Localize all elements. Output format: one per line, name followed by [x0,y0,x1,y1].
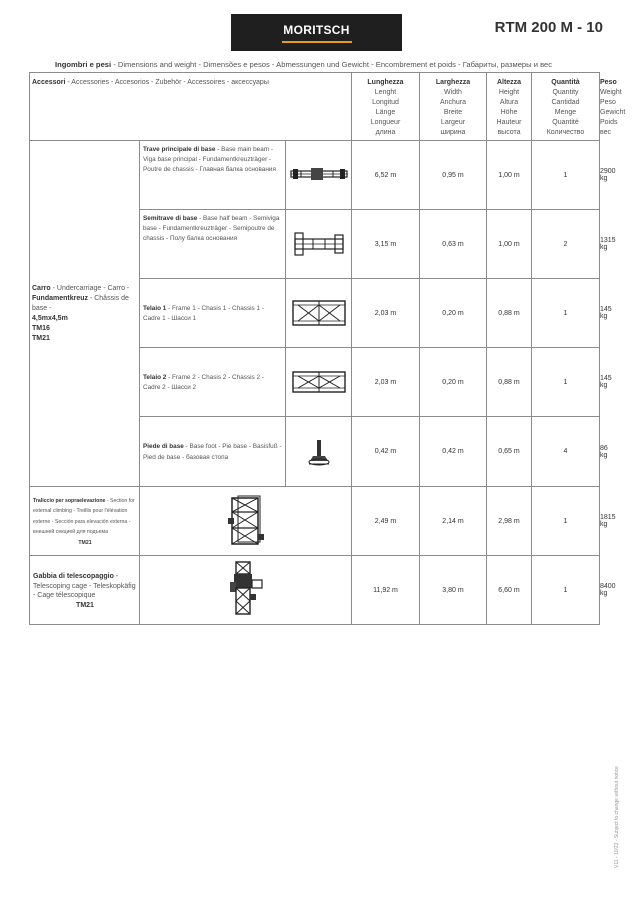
table-row: Traliccio per sopraelevazione - Section for external climbing - Treillis pour l'élévation externe - Sección para elevación externa - внешней секцией для подъема TM21 2,49 m 2,14 m 2,98 m 1 1815 kg [30,487,600,556]
height-cell: 1,00 m [487,210,532,279]
length-cell: 2,03 m [352,279,420,348]
height-cell: 1,00 m [487,141,532,210]
row-description: Trave principale di base - Base main beam - Viga base principal - Fundamentkreuzträger - Poutre de chassis - Главная балка основания [140,141,286,210]
table-header-row: Accessori - Accessories - Accesorios - Zubehör - Accessoires - аксессуары Lunghezza Lenght Longitud Länge Longueur длина Larghezza Width Anchura Breite Largeur ширина Altezza Height Altura Höhe Hauteur высота Quantità Quantity Cantidad Menge Quantité Количество Peso Weight Peso Gewicht Poids вес [30,73,600,141]
quantity-cell: 4 [532,417,600,487]
table-row: Telaio 2 - Frame 2 - Chasis 2 - Chassis 2 - Cadre 2 - Шасси 2 2,03 m 0,20 m 0,88 m 1 145 kg [30,348,600,417]
quantity-cell: 1 [532,279,600,348]
model-title: RTM 200 M - 10 [494,19,603,36]
side-note: V11 - 10/22 - Subject to change without notice [614,766,620,868]
width-cell: 0,95 m [420,141,487,210]
table-row: Gabbia di telescopaggio - Telescoping cage - Teleskopkäfig - Cage télescopique TM21 11,92 m 3,80 m 6,60 m 1 8400 kg [30,556,600,625]
width-cell: 2,14 m [420,487,487,556]
length-cell: 6,52 m [352,141,420,210]
length-header: Lunghezza Lenght Longitud Länge Longueur длина [352,73,420,141]
climbing-section-icon [140,487,352,556]
half-beam-icon [286,210,352,279]
row-description: Telaio 1 - Frame 1 - Chasis 1 - Chassis 1 - Cadre 1 - Шасси 1 [140,279,286,348]
row-description: Telaio 2 - Frame 2 - Chasis 2 - Chassis 2 - Cadre 2 - Шасси 2 [140,348,286,417]
width-header: Larghezza Width Anchura Breite Largeur ширина [420,73,487,141]
dimensions-table [29,72,626,625]
length-cell: 3,15 m [352,210,420,279]
width-cell: 3,80 m [420,556,487,625]
height-cell: 6,60 m [487,556,532,625]
height-cell: 0,65 m [487,417,532,487]
accessories-header: Accessori - Accessories - Accesorios - Zubehör - Accessoires - аксессуары [30,73,352,141]
quantity-cell: 1 [532,487,600,556]
quantity-cell: 1 [532,556,600,625]
row-description: Semitrave di base - Base half beam - Semiviga base - Fundamentkreuzträger - Semipoutre de chassis - Полу балка основания [140,210,286,279]
length-cell: 11,92 m [352,556,420,625]
width-cell: 0,42 m [420,417,487,487]
logo-accent-line [282,41,352,43]
height-header: Altezza Height Altura Höhe Hauteur высота [487,73,532,141]
frame-2-icon [286,348,352,417]
table-row: Carro - Undercarriage - Carro - Fundamentkreuz - Châssis de base - 4,5mx4,5m TM16 TM21 Trave principale di base - Base main beam - Viga base principal - Fundamentkreuzträger - Poutre de chassis - Главная балка основания 6,52 m 0,95 m 1,00 m 1 2900 kg [30,141,600,210]
logo-text: MORITSCH [283,22,350,37]
row-description: Piede di base - Base foot - Pie base - Basisfuß - Pied de base - базовая стопа [140,417,286,487]
length-cell: 2,49 m [352,487,420,556]
frame-1-icon [286,279,352,348]
height-cell: 0,88 m [487,348,532,417]
quantity-cell: 2 [532,210,600,279]
main-beam-icon [286,141,352,210]
telescoping-cage-label: Gabbia di telescopaggio - Telescoping cage - Teleskopkäfig - Cage télescopique TM21 [30,556,140,625]
width-cell: 0,63 m [420,210,487,279]
carro-group-label: Carro - Undercarriage - Carro - Fundamentkreuz - Châssis de base - 4,5mx4,5m TM16 TM21 [30,141,140,487]
width-cell: 0,20 m [420,279,487,348]
page-subtitle [55,60,552,69]
quantity-cell: 1 [532,141,600,210]
length-cell: 2,03 m [352,348,420,417]
height-cell: 2,98 m [487,487,532,556]
length-cell: 0,42 m [352,417,420,487]
base-foot-icon [286,417,352,487]
quantity-cell: 1 [532,348,600,417]
moritsch-logo [231,14,402,51]
table-row: Piede di base - Base foot - Pie base - Basisfuß - Pied de base - базовая стопа 0,42 m 0,42 m 0,65 m 4 86 kg [30,417,600,487]
subtitle-rest: - Dimensions and weight - Dimensões e pesos - Abmessungen und Gewicht - Encombrement et poids - Габариты, размеры и вес [111,60,553,69]
height-cell: 0,88 m [487,279,532,348]
telescoping-cage-icon [140,556,352,625]
climbing-section-label: Traliccio per sopraelevazione - Section for external climbing - Treillis pour l'élévation externe - Sección para elevación externa - внешней секцией для подъема TM21 [30,487,140,556]
subtitle-bold: Ingombri e pesi [55,60,112,69]
width-cell: 0,20 m [420,348,487,417]
table-row: Semitrave di base - Base half beam - Semiviga base - Fundamentkreuzträger - Semipoutre de chassis - Полу балка основания 3,15 m 0,63 m 1,00 m 2 1315 kg [30,210,600,279]
table-row: Telaio 1 - Frame 1 - Chasis 1 - Chassis 1 - Cadre 1 - Шасси 1 2,03 m 0,20 m 0,88 m 1 145 kg [30,279,600,348]
quantity-header: Quantità Quantity Cantidad Menge Quantité Количество [532,73,600,141]
